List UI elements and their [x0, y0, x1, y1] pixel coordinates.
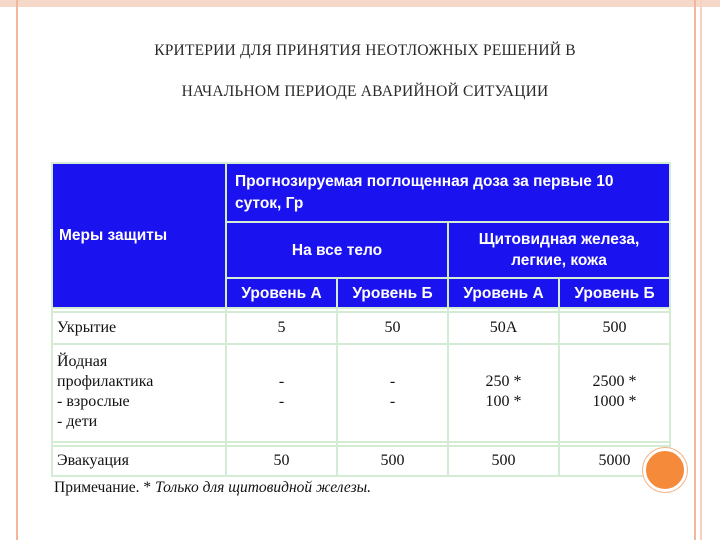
iodine-label-line-3: - взрослые: [57, 392, 130, 410]
iodine-label-line-2: профилактика: [57, 372, 154, 390]
criteria-table: [51, 162, 671, 477]
header-level-3: Уровень А: [448, 278, 559, 308]
iodine-label-line-4: - дети: [57, 412, 98, 430]
row-label-shelter: Укрытие: [52, 312, 226, 344]
evacuation-value-1: 50: [226, 446, 337, 476]
frame-right-line-2: [700, 0, 702, 540]
iodine-children-2: -: [389, 392, 396, 410]
evacuation-value-3: 500: [448, 446, 559, 476]
iodine-children-3: 100 *: [485, 392, 522, 410]
header-level-2: Уровень Б: [337, 278, 448, 308]
evacuation-value-4: 5000: [559, 446, 670, 476]
header-dose: Прогнозируемая поглощенная доза за первые 10 суток, Гр: [226, 163, 670, 222]
iodine-children-1: -: [278, 392, 285, 410]
table-row-iodine: [52, 344, 670, 442]
iodine-value-1: [226, 344, 337, 442]
header-thyroid-line-1: Щитовидная железа,: [478, 231, 640, 248]
iodine-value-4: [559, 344, 670, 442]
row-label-evacuation: Эвакуация: [52, 446, 226, 476]
iodine-adults-1: -: [278, 372, 285, 390]
header-level-1: Уровень А: [226, 278, 337, 308]
header-whole-body: На все тело: [226, 222, 448, 278]
decorative-circle: [643, 448, 687, 492]
shelter-value-4: 500: [559, 312, 670, 344]
iodine-value-3: [448, 344, 559, 442]
iodine-adults-2: -: [389, 372, 396, 390]
shelter-value-1: 5: [226, 312, 337, 344]
iodine-value-2: [337, 344, 448, 442]
header-thyroid: [448, 222, 670, 278]
iodine-label-line-1: Йодная: [57, 352, 108, 370]
slide-title-line-1: КРИТЕРИИ ДЛЯ ПРИНЯТИЯ НЕОТЛОЖНЫХ РЕШЕНИЙ В: [154, 42, 576, 59]
table-row-evacuation: [52, 446, 670, 476]
footnote-prefix: Примечание. *: [54, 479, 156, 496]
header-level-4: Уровень Б: [559, 278, 670, 308]
frame-right-line: [694, 0, 696, 540]
frame-top-bar: [0, 0, 720, 7]
table-row-shelter: [52, 312, 670, 344]
header-measures: Меры защиты: [52, 163, 226, 308]
header-thyroid-line-2: легкие, кожа: [511, 252, 607, 269]
shelter-value-2: 50: [337, 312, 448, 344]
frame-left-line: [16, 0, 18, 540]
row-label-iodine: [52, 344, 226, 442]
evacuation-value-2: 500: [337, 446, 448, 476]
footnote-italic: Только для щитовидной железы.: [155, 479, 371, 496]
footnote: [54, 479, 371, 497]
iodine-children-4: 1000 *: [592, 392, 637, 410]
iodine-adults-4: 2500 *: [592, 372, 637, 390]
iodine-adults-3: 250 *: [485, 372, 522, 390]
slide-title-line-2: НАЧАЛЬНОМ ПЕРИОДЕ АВАРИЙНОЙ СИТУАЦИИ: [181, 83, 549, 100]
shelter-value-3: 50А: [448, 312, 559, 344]
